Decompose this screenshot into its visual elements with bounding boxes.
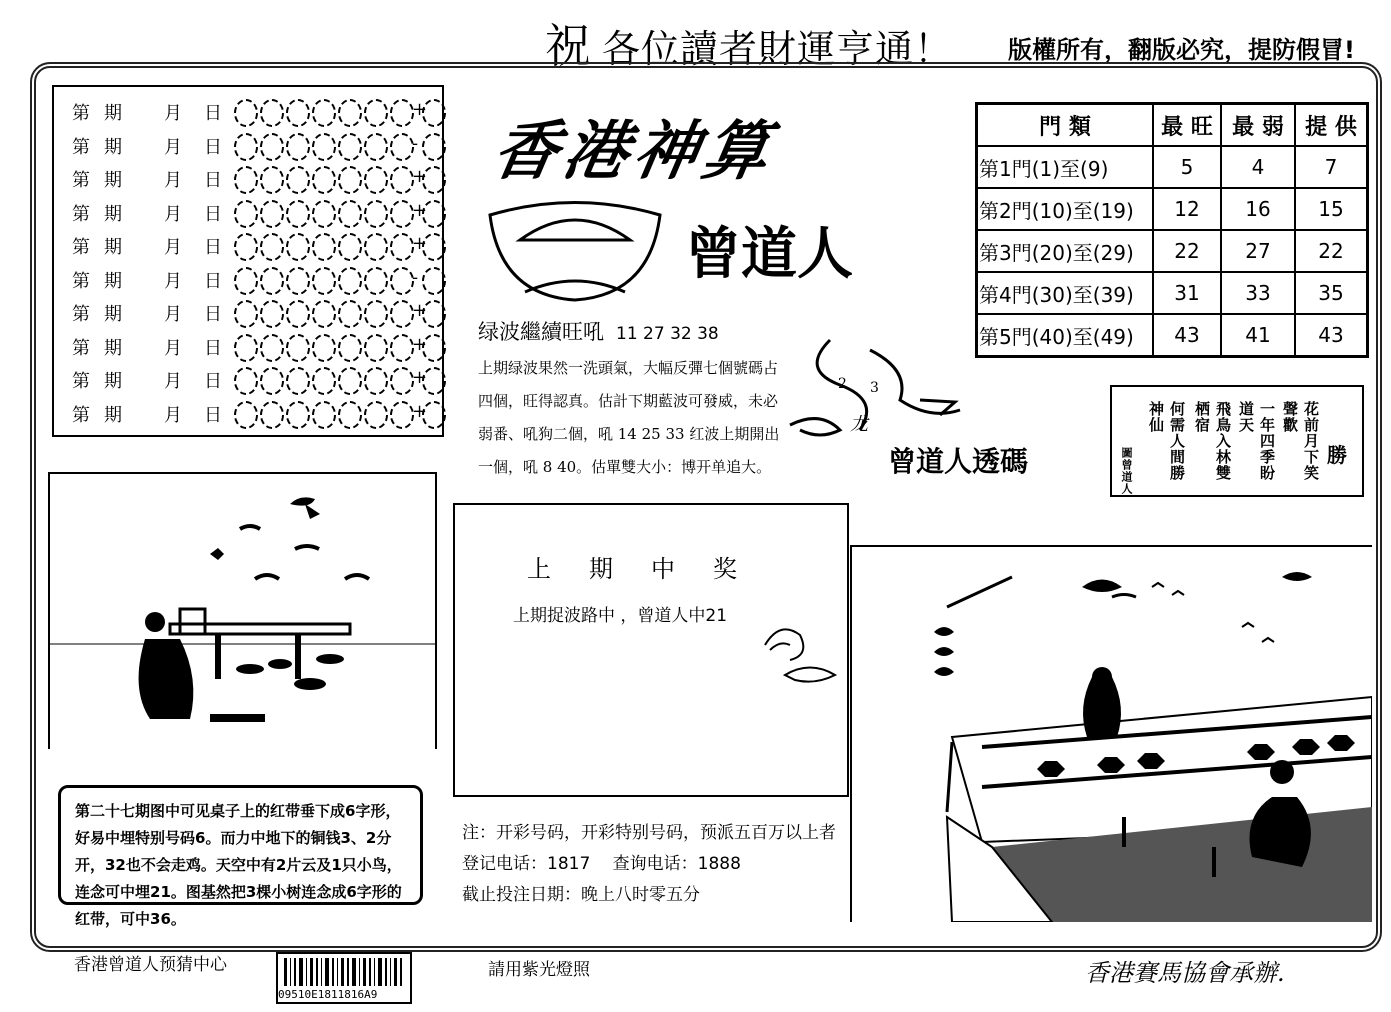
number-circle — [364, 300, 388, 328]
number-circle — [338, 367, 362, 395]
last-period-title: 上期中奖 — [527, 555, 775, 583]
record-label: 期 — [104, 337, 122, 359]
poem-win-mark: 勝 — [1327, 443, 1347, 467]
number-circle — [260, 401, 284, 429]
range-hot: 5 — [1153, 146, 1221, 188]
notes-line: 注：开彩号码，开彩特别号码，预派五百万以上者 — [462, 823, 836, 843]
barcode-number: 09510E1811816A9 — [278, 988, 378, 1001]
number-circle — [286, 99, 310, 127]
number-circle — [390, 401, 414, 429]
number-circle — [312, 200, 336, 228]
dragon-number-right: 3 — [870, 380, 879, 396]
number-circle — [234, 133, 258, 161]
record-label: 日 — [204, 371, 222, 392]
special-number-circle — [422, 300, 446, 328]
headline-text: 各位讀者財運亨通！ — [602, 27, 954, 71]
record-label: 第 — [72, 170, 90, 191]
number-circle — [390, 133, 414, 161]
number-circle — [234, 166, 258, 194]
header-cold: 最 弱 — [1221, 104, 1295, 147]
record-label: 日 — [204, 103, 222, 124]
record-label: 第 — [72, 103, 90, 124]
record-label: 日 — [204, 337, 222, 359]
record-label: 月 — [164, 136, 182, 158]
number-circle — [338, 99, 362, 127]
range-cold: 27 — [1221, 230, 1295, 272]
number-circle — [390, 267, 414, 295]
number-circle — [234, 300, 258, 328]
number-circle — [390, 99, 414, 127]
poem-line: 何需人間勝神仙 — [1147, 401, 1186, 481]
scene-illustration-left — [48, 472, 437, 749]
number-circle — [364, 233, 388, 261]
range-cold: 33 — [1221, 272, 1295, 314]
period-record-row — [64, 263, 434, 296]
number-circle — [234, 367, 258, 395]
number-circle — [338, 267, 362, 295]
poem-box — [1110, 385, 1364, 497]
range-pick: 7 — [1295, 146, 1368, 188]
number-circle — [286, 200, 310, 228]
range-hot: 31 — [1153, 272, 1221, 314]
poem-line: 花前月下笑聲歡 — [1281, 401, 1320, 481]
record-sign: - — [412, 266, 419, 288]
record-sign: - — [412, 132, 419, 154]
special-number-circle — [422, 367, 446, 395]
poem-line: 一年四季盼道天 — [1237, 401, 1276, 481]
number-circle — [312, 401, 336, 429]
period-record-row — [64, 397, 434, 430]
table-row — [977, 314, 1368, 357]
special-number-circle — [422, 200, 446, 228]
record-label: 日 — [204, 203, 222, 225]
special-number-circle — [422, 99, 446, 127]
range-pick: 15 — [1295, 188, 1368, 230]
range-label: 第5門(40)至(49) — [977, 314, 1154, 357]
record-label: 第 — [72, 371, 90, 392]
hint-box: 第二十七期图中可见桌子上的红带垂下成6字形，好易中埋特别号码6。而力中地下的铜钱3、2分开，32也不会走鸡。天空中有2片云及1只小鸟，连念可中埋21。图基然把3棵小树连念成6字形的红带，可中36。 — [58, 785, 423, 905]
number-circle — [338, 200, 362, 228]
special-number-circle — [422, 166, 446, 194]
range-label: 第4門(30)至(39) — [977, 272, 1154, 314]
record-label: 第 — [72, 203, 90, 225]
range-hot: 22 — [1153, 230, 1221, 272]
record-sign: + — [412, 166, 428, 187]
number-circle — [260, 334, 284, 362]
record-label: 月 — [164, 404, 182, 426]
record-label: 第 — [72, 337, 90, 359]
number-circle — [312, 300, 336, 328]
number-circle — [338, 166, 362, 194]
number-circle — [260, 300, 284, 328]
record-label: 期 — [104, 103, 122, 124]
number-circle — [312, 334, 336, 362]
special-number-circle — [422, 401, 446, 429]
record-label: 期 — [104, 136, 122, 158]
wave-numbers: 11 27 32 38 — [616, 324, 719, 344]
number-circle — [286, 166, 310, 194]
record-sign: + — [412, 300, 428, 321]
number-circle — [312, 99, 336, 127]
scene-illustration-right — [850, 545, 1372, 922]
number-circle — [338, 300, 362, 328]
number-circle — [312, 166, 336, 194]
poem-line: 飛鳥入林雙栖宿 — [1193, 401, 1232, 481]
record-label: 月 — [164, 337, 182, 359]
number-circle — [390, 233, 414, 261]
record-sign: + — [412, 199, 428, 221]
dragon-icon — [780, 330, 970, 450]
record-label: 第 — [72, 136, 90, 158]
number-circle — [312, 267, 336, 295]
record-label: 日 — [204, 170, 222, 191]
range-cold: 4 — [1221, 146, 1295, 188]
period-record-box — [52, 85, 444, 437]
last-period-box — [453, 503, 849, 797]
number-circle — [234, 334, 258, 362]
number-circle — [364, 367, 388, 395]
cloud-icon — [755, 615, 845, 695]
number-circle — [338, 233, 362, 261]
number-circle — [390, 367, 414, 395]
number-circle — [312, 367, 336, 395]
number-circle — [338, 133, 362, 161]
record-label: 第 — [72, 270, 90, 292]
number-circle — [260, 367, 284, 395]
number-circle — [286, 401, 310, 429]
table-header-row — [977, 104, 1368, 147]
notes-line: 登记电话：1817 查询电话：1888 — [462, 854, 741, 874]
period-record-row — [64, 196, 434, 229]
record-sign: + — [412, 99, 428, 120]
number-circle — [286, 334, 310, 362]
range-pick: 22 — [1295, 230, 1368, 272]
period-record-row — [64, 162, 434, 195]
record-label: 第 — [72, 237, 90, 258]
record-label: 月 — [164, 304, 182, 325]
record-label: 第 — [72, 404, 90, 426]
number-circle — [364, 334, 388, 362]
number-circle — [390, 334, 414, 362]
table-row — [977, 188, 1368, 230]
period-record-row — [64, 129, 434, 162]
record-label: 期 — [104, 270, 122, 292]
record-label: 日 — [204, 136, 222, 158]
record-label: 日 — [204, 237, 222, 258]
range-label: 第3門(20)至(29) — [977, 230, 1154, 272]
period-record-row — [64, 296, 434, 329]
page-subtitle: 曾道人 — [685, 221, 853, 287]
notes-block — [462, 818, 836, 911]
dragon-number-left: 2 — [838, 376, 847, 392]
special-number-circle — [422, 334, 446, 362]
period-record-row — [64, 229, 434, 262]
special-number-circle — [422, 267, 446, 295]
range-hot: 43 — [1153, 314, 1221, 357]
wave-analysis-text: 上期绿波果然一洗頭氣，大幅反彈七個號碼占四個，旺得認真。估計下期藍波可發威，未必弱番、吼狗二個，吼 14 25 33 红波上期開出一個，吼 8 40。估單雙大小：博开单追大。 — [478, 359, 780, 476]
headline-prefix: 祝 — [545, 19, 592, 73]
header-hot: 最 旺 — [1153, 104, 1221, 147]
number-circle — [286, 367, 310, 395]
record-label: 月 — [164, 270, 182, 292]
record-label: 期 — [104, 237, 122, 258]
number-circle — [390, 166, 414, 194]
record-label: 第 — [72, 304, 90, 325]
range-hot: 12 — [1153, 188, 1221, 230]
record-label: 月 — [164, 203, 182, 225]
table-row — [977, 230, 1368, 272]
record-label: 日 — [204, 304, 222, 325]
number-circle — [364, 99, 388, 127]
number-circle — [234, 267, 258, 295]
number-circle — [286, 267, 310, 295]
record-label: 月 — [164, 371, 182, 392]
prediction-center-label: 香港曾道人预猜中心 — [74, 955, 227, 975]
special-number-circle — [422, 233, 446, 261]
number-circle — [364, 267, 388, 295]
number-circle — [364, 133, 388, 161]
record-label: 月 — [164, 170, 182, 191]
number-circle — [234, 99, 258, 127]
record-sign: + — [412, 333, 428, 355]
number-circle — [234, 233, 258, 261]
range-label: 第2門(10)至(19) — [977, 188, 1154, 230]
record-label: 期 — [104, 304, 122, 325]
range-pick: 35 — [1295, 272, 1368, 314]
record-label: 期 — [104, 170, 122, 191]
copyright-notice: 版權所有，翻版必究，提防假冒! — [1008, 36, 1355, 64]
last-period-result: 上期捉波路中 ，曾道人中21 — [513, 606, 728, 626]
number-circle — [390, 300, 414, 328]
period-record-row — [64, 330, 434, 363]
record-label: 日 — [204, 404, 222, 426]
organizer-label: 香港賽馬協會承辦. — [1085, 959, 1285, 987]
table-row — [977, 272, 1368, 314]
number-circle — [260, 200, 284, 228]
wave-title: 绿波繼續旺吼 — [478, 320, 604, 344]
record-label: 月 — [164, 237, 182, 258]
period-record-row — [64, 363, 434, 396]
number-circle — [260, 166, 284, 194]
number-circle — [364, 401, 388, 429]
number-circle — [260, 233, 284, 261]
number-circle — [338, 334, 362, 362]
number-circle — [364, 200, 388, 228]
record-sign: + — [412, 233, 428, 254]
number-circle — [260, 133, 284, 161]
number-circle — [312, 233, 336, 261]
range-cold: 16 — [1221, 188, 1295, 230]
wave-heading — [478, 316, 719, 346]
special-number-circle — [422, 133, 446, 161]
record-sign: + — [412, 367, 428, 388]
number-circle — [234, 401, 258, 429]
range-label: 第1門(1)至(9) — [977, 146, 1154, 188]
number-circle — [390, 200, 414, 228]
record-label: 期 — [104, 371, 122, 392]
header-category: 門 類 — [977, 104, 1154, 147]
number-circle — [286, 233, 310, 261]
dragon-caption: 曾道人透碼 — [888, 445, 1029, 478]
record-label: 期 — [104, 404, 122, 426]
record-sign: + — [412, 400, 428, 422]
number-ranges-table — [975, 102, 1369, 358]
number-circle — [312, 133, 336, 161]
record-label: 月 — [164, 103, 182, 124]
period-record-row — [64, 95, 434, 128]
record-label: 日 — [204, 270, 222, 292]
number-circle — [260, 99, 284, 127]
number-circle — [286, 133, 310, 161]
number-circle — [260, 267, 284, 295]
page-title: 香港神算 — [487, 114, 781, 189]
record-label: 期 — [104, 203, 122, 225]
poem-signature: 圖曾道人 — [1120, 447, 1133, 495]
table-row — [977, 146, 1368, 188]
range-cold: 41 — [1221, 314, 1295, 357]
gold-ingot-icon — [480, 200, 670, 310]
notes-line: 截止投注日期：晚上八时零五分 — [462, 885, 700, 905]
number-circle — [286, 300, 310, 328]
uv-light-instruction: 請用紫光燈照 — [488, 960, 590, 980]
dragon-label: 龙 — [850, 414, 868, 435]
number-circle — [234, 200, 258, 228]
number-circle — [338, 401, 362, 429]
range-pick: 43 — [1295, 314, 1368, 357]
number-circle — [364, 166, 388, 194]
header-pick: 提 供 — [1295, 104, 1368, 147]
